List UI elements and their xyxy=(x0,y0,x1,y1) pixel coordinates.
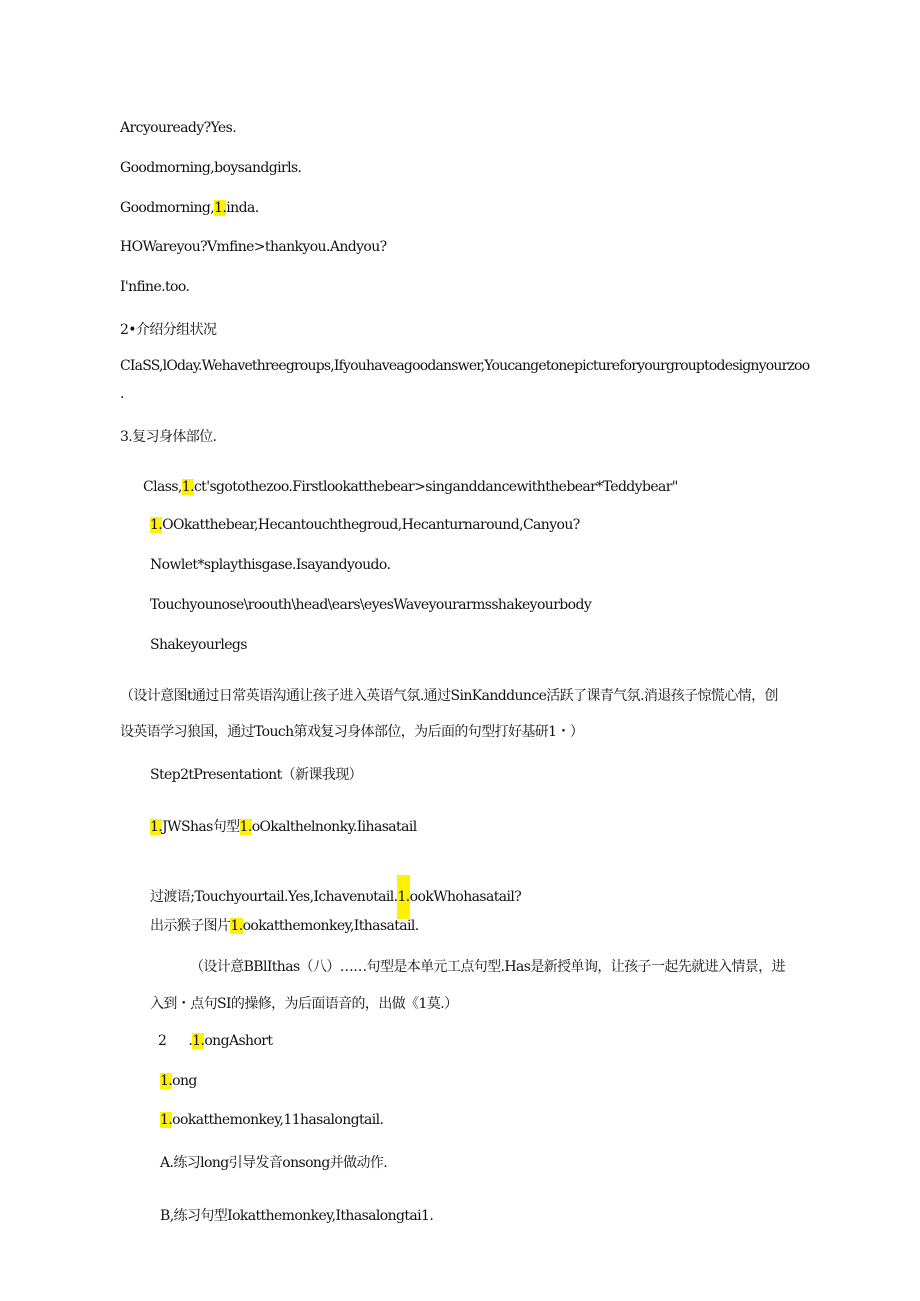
highlight: 1. xyxy=(230,918,243,934)
text-line-5: I'nfine.too. xyxy=(120,279,190,295)
highlight: 1. xyxy=(150,819,163,835)
text-line-22: 2 .1.ongAshort xyxy=(158,1033,273,1049)
text-line-18: 过渡语;Touchyourtail.Yes,Ichavenυtail.1.ookWhohasatail? xyxy=(150,875,521,919)
text-line-19: 出示猴子图片1.ookatthemonkey,Ithasatail. xyxy=(150,918,419,934)
text-line-24: 1.ookatthemonkey,11hasalongtail. xyxy=(160,1112,384,1128)
text-line-12: Touchyounose\roouth\head\ears\eyesWaveyourarmsshakeyourbody xyxy=(150,597,592,613)
text-line-7b: . xyxy=(120,386,124,402)
highlight: 1. xyxy=(192,1033,205,1049)
section-heading-3: 3.复习身体部位. xyxy=(120,429,217,445)
text-line-17: 1.JWShas句型1.oOkalthelnonky.Iihasatail xyxy=(150,819,417,835)
text-line-25: A.练习long引导发音onsong并做动作. xyxy=(160,1155,388,1171)
step-heading: Step2tPresentationt（新课我现） xyxy=(150,767,363,783)
highlight: 1. xyxy=(160,1073,173,1089)
highlight: 1. xyxy=(214,200,227,216)
highlight: 1. xyxy=(181,479,194,495)
section-heading-2: 2•介绍分组状况 xyxy=(120,322,217,338)
highlight: 1. xyxy=(160,1112,173,1128)
text-line-3: Goodmorning,1.inda. xyxy=(120,200,259,216)
highlight: 1. xyxy=(150,517,163,533)
text-line-23: 1.ong xyxy=(160,1073,197,1089)
text-line-13: Shakeyourlegs xyxy=(150,637,247,653)
highlight: 1. xyxy=(397,875,409,919)
design-note-line-2: 设英语学习狼国，通过Touch第戏复习身体部位，为后面的句型打好基研1・） xyxy=(120,724,584,740)
text-line-26: B,练习句型Iokatthemonkey,Ithasalongtai1. xyxy=(160,1208,434,1224)
text-line-10: 1.OOkatthebear,Hecantouchthegroud,Hecanturnaround,Canyou? xyxy=(150,517,580,533)
text-line-7: CIaSS,lOday.Wehavethreegroups,Ifyouhaveagoodanswer,Youcangetonepictureforyourgrouptodesignyourzoo xyxy=(120,358,810,374)
design-note-line-3: （设计意BBlIthas（八）……句型是本单元工点句型.Has是新授单询，让孩子一起先就进入情景，进 xyxy=(190,959,785,975)
text-line-2: Goodmorning,boysandgirls. xyxy=(120,160,302,176)
design-note-line-4: 入到・点句SI的操修，为后面语音的，出做《1莫.） xyxy=(150,996,458,1012)
text-line-1: Arcyouready?Yes. xyxy=(120,120,237,136)
text-line-4: HOWareyou?Vmfine>thankyou.Andyou? xyxy=(120,239,387,255)
design-note-line-1: （设计意图t通过日常英语沟通让孩子进入英语气氛.通过SinKanddunce活跃了课青气氛.消退孩子惊慌心情，创 xyxy=(120,688,778,704)
text-line-9: Class,1.ct'sgotothezoo.Firstlookatthebear>singanddancewiththebear*Teddybear" xyxy=(143,479,678,495)
highlight: 1. xyxy=(239,819,252,835)
text-line-11: Nowlet*splaythisgase.Isayandyoudo. xyxy=(150,557,391,573)
